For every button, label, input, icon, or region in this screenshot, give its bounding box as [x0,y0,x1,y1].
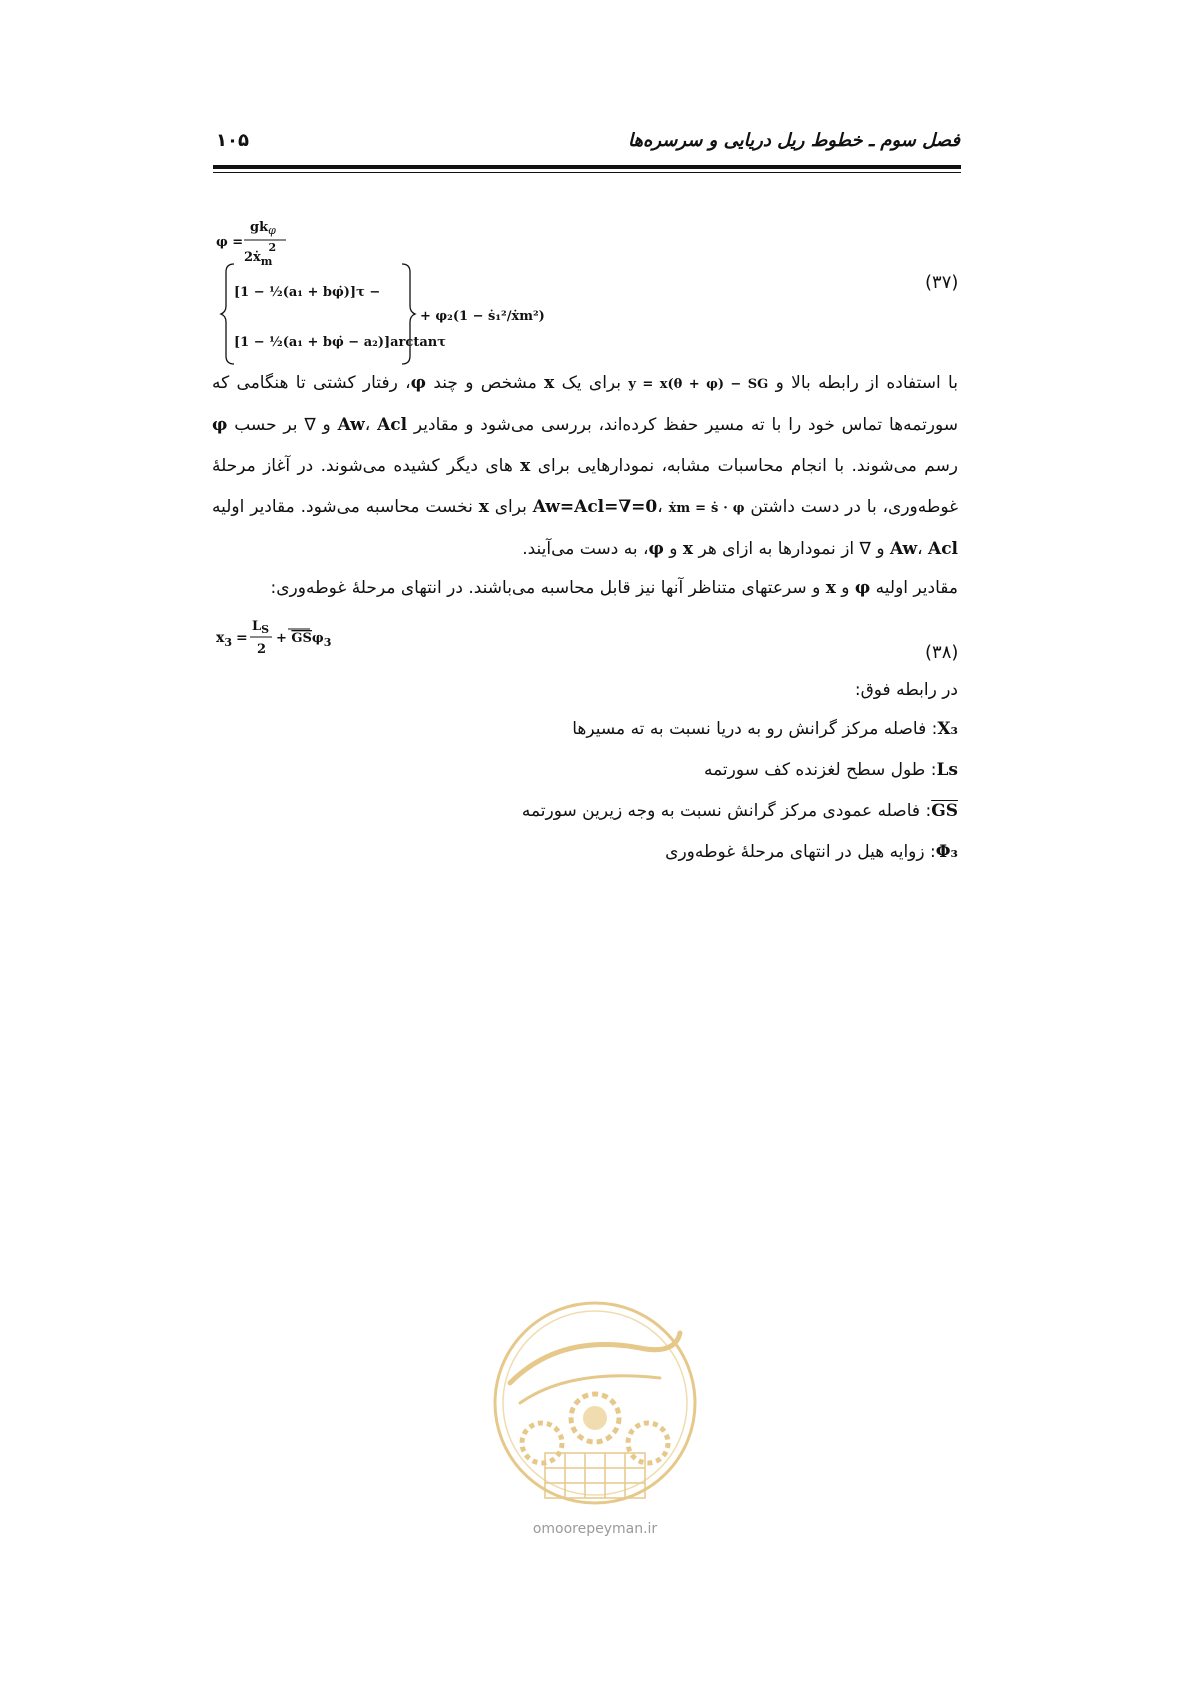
chapter-title: فصل سوم ـ خطوط ریل دریایی و سرسره‌ها [627,130,960,151]
inline-math-y: y = x(θ + φ) − SG [628,377,769,392]
header-rule-thick [213,165,961,169]
equation-38-svg [216,612,356,662]
definition-x3: X₃: فاصله مرکز گرانش رو به دریا نسبت به ته مسیرها [572,719,958,739]
equation-37-svg [216,214,546,380]
paragraph-1: با استفاده از رابطه بالا و y = x(θ + φ) − SG برای یک x مشخص و چند φ، رفتار کشتی تا هنگامی که سورتمه‌ها تماس خود را با ته مسیر حفظ کرده‌اند، بررسی می‌شود و مقادیر Aw، Acl و ∇ بر حسب φ رسم می‌شوند. با انجام محاسبات مشابه، نمودارهایی برای x های دیگر کشیده می‌شوند. در آغاز مرحلهٔ غوطه‌وری، با در دست داشتن Aw=Acl=∇=0، ẋm = ṡ · φ برای x نخست محاسبه می‌شود. مقادیر اولیه Aw، Acl و ∇ از نمودارها به ازای هر x و φ، به دست می‌آیند. [212,373,959,559]
paragraph-2: مقادیر اولیه φ و x و سرعتهای متناظر آنها نیز قابل محاسبه می‌باشند. در انتهای مرحلهٔ غوطه‌وری: [270,578,958,598]
eq37-line1: [1 − ½(a₁ + bφ̇)]τ − [234,285,381,300]
header-rule-thin [213,172,961,173]
eq37-num: $gk_\varphi$ [250,220,276,237]
watermark-url: omoorepeyman.ir [532,1521,658,1537]
eq38-den: 2 [257,642,267,657]
inline-math-xm: ẋm = ṡ · φ [668,501,745,516]
eq37-tail: + φ₂(1 − ṡ₁²/ẋm²) [420,309,545,324]
equation-38-number: (۳۸) [925,642,959,663]
where-intro: در رابطه فوق: [854,680,958,700]
page-number: ۱۰۵ [216,130,249,151]
definition-phi3: Φ₃: زوایه هیل در انتهای مرحلهٔ غوطه‌وری [665,842,958,862]
equation-37-number: (۳۷) [925,272,959,293]
eq37-lhs: φ = [216,235,244,250]
equation-37 [216,214,546,384]
initial-condition: Aw=Acl=∇=0 [532,497,658,517]
eq37-line2: [1 − ½(a₁ + bφ̇ − a₂)]arctanτ [234,335,446,350]
definition-gs: GS: فاصله عمودی مرکز گرانش نسبت به وجه زیرین سورتمه [521,801,958,821]
equation-38 [216,612,356,666]
watermark-logo-icon [490,1293,700,1518]
eq38-tail: + GSφ$_3$ [276,631,332,649]
watermark [490,1293,700,1543]
definition-ls: Ls: طول سطح لغزنده کف سورتمه [703,760,958,780]
eq38-num: $L_S$ [252,619,270,636]
eq37-den: 2ẋ$_m$2 [244,241,277,268]
eq38-lhs: $x_3$ = [216,630,248,649]
